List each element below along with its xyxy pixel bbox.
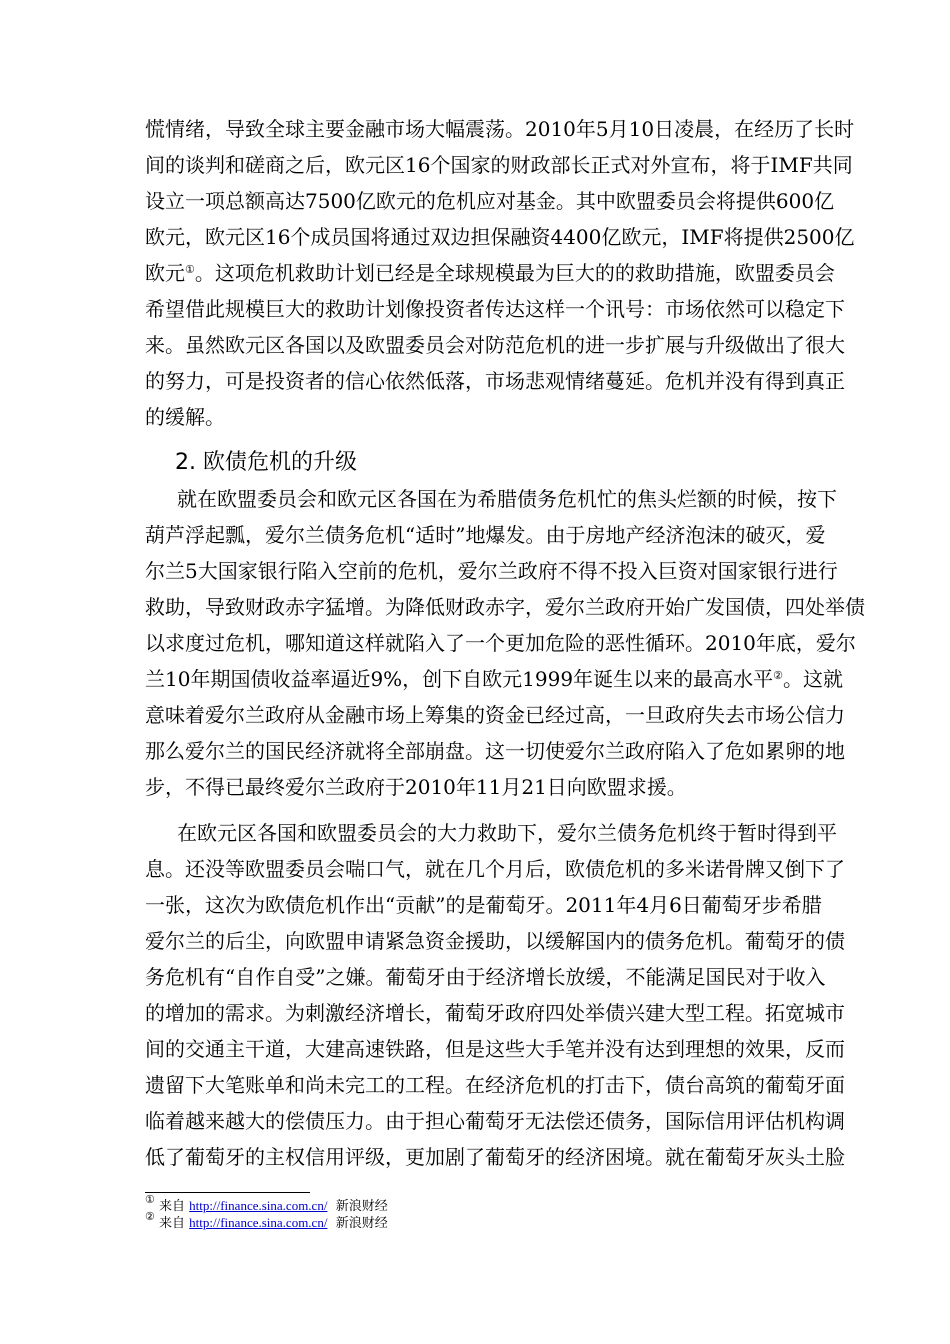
text-line: 息。还没等欧盟委员会喘口气，就在几个月后，欧债危机的多米诺骨牌又倒下了: [145, 857, 845, 881]
text-line: 务危机有“自作自受”之嫌。葡萄牙由于经济增长放缓，不能满足国民对于收入: [145, 965, 826, 989]
text-fragment: 欧元: [145, 261, 185, 285]
text-line: 救助，导致财政赤字猛增。为降低财政赤字，爱尔兰政府开始广发国债，四处举债: [145, 595, 865, 619]
text-line: 欧元，欧元区16个成员国将通过双边担保融资4400亿欧元，IMF将提供2500亿: [145, 225, 855, 249]
footnote-2: [145, 1210, 388, 1232]
footnote-link[interactable]: http://finance.sina.com.cn/: [189, 1198, 328, 1213]
text-line: 以求度过危机，哪知道这样就陷入了一个更加危险的恶性循环。2010年底，爱尔: [145, 631, 856, 655]
footnote-prefix: 来自: [159, 1199, 186, 1214]
text-line: 来。虽然欧元区各国以及欧盟委员会对防范危机的进一步扩展与升级做出了很大: [145, 333, 845, 357]
text-line: 希望借此规模巨大的救助计划像投资者传达这样一个讯号：市场依然可以稳定下: [145, 297, 845, 321]
text-line: 慌情绪，导致全球主要金融市场大幅震荡。2010年5月10日凌晨，在经历了长时: [145, 117, 855, 141]
text-line: 临着越来越大的偿债压力。由于担心葡萄牙无法偿还债务，国际信用评估机构调: [145, 1109, 845, 1133]
text-line: 步，不得已最终爱尔兰政府于2010年11月21日向欧盟求援。: [145, 775, 687, 799]
footnote-mark: ①: [145, 1193, 155, 1206]
text-line: 的缓解。: [145, 405, 225, 429]
footnote-source: 新浪财经: [335, 1216, 388, 1231]
footnote-source: 新浪财经: [335, 1199, 388, 1214]
text-line: 意味着爱尔兰政府从金融市场上筹集的资金已经过高，一旦政府失去市场公信力: [145, 703, 845, 727]
text-line: 间的交通主干道，大建高速铁路，但是这些大手笔并没有达到理想的效果，反而: [145, 1037, 845, 1061]
footnote-separator: [145, 1192, 310, 1193]
text-line: 的努力，可是投资者的信心依然低落，市场悲观情绪蔓延。危机并没有得到真正: [145, 369, 845, 393]
text-line: 低了葡萄牙的主权信用评级，更加剧了葡萄牙的经济困境。就在葡萄牙灰头土脸: [145, 1145, 845, 1169]
text-line: 葫芦浮起瓢，爱尔兰债务危机“适时”地爆发。由于房地产经济泡沫的破灭，爱: [145, 523, 826, 547]
text-line: 间的谈判和磋商之后，欧元区16个国家的财政部长正式对外宣布，将于IMF共同: [145, 153, 853, 177]
text-line: 兰10年期国债收益率逼近9%，创下自欧元1999年诞生以来的最高水平②。这就: [145, 667, 843, 691]
section-heading: 2. 欧债危机的升级: [175, 450, 357, 475]
footnote-link[interactable]: http://finance.sina.com.cn/: [189, 1215, 328, 1230]
text-line: 设立一项总额高达7500亿欧元的危机应对基金。其中欧盟委员会将提供600亿: [145, 189, 835, 213]
text-line: 遗留下大笔账单和尚未完工的工程。在经济危机的打击下，债台高筑的葡萄牙面: [145, 1073, 845, 1097]
text-line: 就在欧盟委员会和欧元区各国在为希腊债务危机忙的焦头烂额的时候，按下: [177, 487, 837, 511]
text-line: 在欧元区各国和欧盟委员会的大力救助下，爱尔兰债务危机终于暂时得到平: [177, 821, 837, 845]
text-line: 欧元①。这项危机救助计划已经是全球规模最为巨大的的救助措施，欧盟委员会: [145, 261, 835, 285]
footnote-mark: ②: [145, 1210, 155, 1223]
footnote-ref-2[interactable]: ②: [773, 669, 783, 682]
text-fragment: 这项危机救助计划已经是全球规模最为巨大的的救助措施，欧盟委员会: [214, 261, 835, 285]
footnote-ref-1[interactable]: ①: [185, 263, 195, 276]
text-line: 一张，这次为欧债危机作出“贡献”的是葡萄牙。2011年4月6日葡萄牙步希腊: [145, 893, 822, 917]
footnote-prefix: 来自: [159, 1216, 186, 1231]
text-line: 爱尔兰的后尘，向欧盟申请紧急资金援助，以缓解国内的债务危机。葡萄牙的债: [145, 929, 845, 953]
text-fragment: 这就: [802, 667, 843, 691]
text-line: 那么爱尔兰的国民经济就将全部崩盘。这一切使爱尔兰政府陷入了危如累卵的地: [145, 739, 845, 763]
text-line: 的增加的需求。为刺激经济增长，葡萄牙政府四处举债兴建大型工程。拓宽城市: [145, 1001, 845, 1025]
footnote-1: [145, 1193, 388, 1215]
text-line: 尔兰5大国家银行陷入空前的危机，爱尔兰政府不得不投入巨资对国家银行进行: [145, 559, 838, 583]
text-fragment: 兰10年期国债收益率逼近9%，创下自欧元1999年诞生以来的最高水平: [145, 667, 774, 691]
